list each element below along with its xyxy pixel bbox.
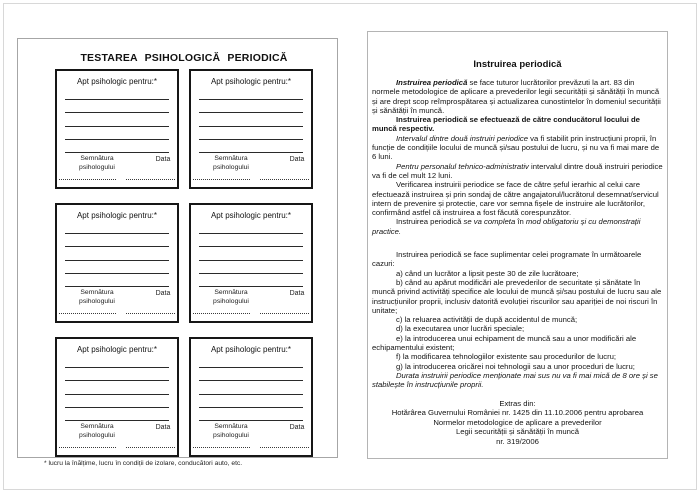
write-line [199, 274, 303, 287]
signature-label-line1: Semnătura [214, 155, 248, 162]
paragraph [372, 134, 664, 162]
signature-label [73, 154, 121, 172]
write-lines [65, 221, 169, 287]
apt-card [55, 69, 179, 189]
write-line [199, 247, 303, 260]
date-label: Data [289, 290, 305, 297]
date-dotted-line [260, 179, 309, 180]
signature-dotted-line [59, 313, 116, 314]
write-line [65, 368, 169, 381]
signature-label-line2: psihologului [213, 432, 249, 439]
signature-label-line2: psihologului [213, 298, 249, 305]
paragraph [372, 362, 664, 371]
signature-label-line1: Semnătura [80, 155, 114, 162]
signature-label-line2: psihologului [79, 298, 115, 305]
signature-label [207, 288, 255, 306]
write-line [65, 395, 169, 408]
signature-label-line2: psihologului [79, 432, 115, 439]
signature-label [207, 422, 255, 440]
date-dotted-line [126, 313, 175, 314]
write-line [65, 274, 169, 287]
write-line [65, 355, 169, 368]
write-line [65, 100, 169, 113]
text-segment: d) la executarea unor lucrări speciale; [396, 324, 525, 334]
date-dotted-line [126, 179, 175, 180]
signature-dotted-line [193, 179, 250, 180]
write-line [199, 261, 303, 274]
signature-label-line1: Semnătura [214, 289, 248, 296]
paragraph [372, 250, 664, 269]
card-label: Apt psihologic pentru:* [210, 345, 292, 354]
paragraph [372, 78, 664, 115]
paragraph [372, 269, 664, 278]
paragraph [372, 115, 664, 134]
apt-card [189, 69, 313, 189]
write-line [65, 234, 169, 247]
text-segment: Instruirea periodică se face suplimentar celei programate în următoarele cazuri: [372, 250, 642, 269]
write-lines [199, 87, 303, 153]
signature-label [73, 422, 121, 440]
write-line [65, 381, 169, 394]
write-lines [199, 221, 303, 287]
text-segment: e) la introducerea unui echipament de muncă sau a unor modificări ale echipamentului existent; [372, 333, 637, 353]
text-segment: în [515, 217, 526, 227]
text-segment: a) când un lucrător a lipsit peste 30 de zile lucrătoare; [396, 268, 579, 278]
signature-label-line2: psihologului [213, 164, 249, 171]
paragraph [372, 334, 664, 353]
apt-card [189, 337, 313, 457]
write-line [199, 127, 303, 140]
write-line [65, 247, 169, 260]
write-line [65, 127, 169, 140]
paragraph [372, 315, 664, 324]
text-segment: Verificarea instruirii periodice se face de către șeful ierarhic al celui care efectuează instruirea și prin sondaj de către angajatorul/lucrătorul desemnat/servicul intern de prevenire și protectie, care vor semna fișele de instruire ale lucrătorilor, confirmând astfel că instruirea a fost făcută corespunzător. [372, 180, 659, 218]
write-line [199, 113, 303, 126]
psychological-testing-sheet [17, 38, 338, 458]
write-line [199, 221, 303, 234]
text-segment: f) la modificarea tehnologiilor existente sau procedurilor de lucru; [396, 352, 617, 362]
write-line [199, 395, 303, 408]
write-line [199, 355, 303, 368]
card-label: Apt psihologic pentru:* [210, 211, 292, 220]
signature-label-line1: Semnătura [80, 289, 114, 296]
paragraph [372, 180, 664, 217]
signature-label-line2: psihologului [79, 164, 115, 171]
signature-dotted-line [59, 179, 116, 180]
signature-label [207, 154, 255, 172]
left-panel-title: TESTAREA PSIHOLOGICĂ PERIODICĂ [80, 52, 288, 64]
date-label: Data [155, 156, 171, 163]
signature-label-line1: Semnătura [214, 423, 248, 430]
write-line [199, 234, 303, 247]
text-segment: Durata instruirii periodice menționate mai sus nu va fi mai mică de 8 ore și se stabilește în instrucțiunile proprii. [372, 370, 658, 390]
text-segment: b) când au apărut modificări ale prevederilor de securitate și sănătate în muncă privind activități specifice ale locului de muncă și/sau postului de lucru sau ale instrucțiunilor proprii, inclusiv datorită evoluției riscurilor sau apariției de noi riscuri în unitate; [372, 277, 662, 315]
paragraph [372, 324, 664, 333]
write-line [199, 100, 303, 113]
paragraph [372, 278, 664, 315]
signature-dotted-line [59, 447, 116, 448]
right-panel-title: Instruirea periodică [473, 59, 562, 70]
extras-line: Hotărârea Guvernului României nr. 1425 din 11.10.2006 pentru aprobarea [391, 408, 644, 417]
text-segment: intervalul dintre două instruiri periodice va fi de cel mult 12 luni. [372, 161, 663, 180]
date-dotted-line [260, 447, 309, 448]
paragraph [372, 371, 664, 390]
text-segment: Intervalul dintre două instruiri periodice [396, 133, 529, 143]
write-lines [65, 87, 169, 153]
date-dotted-line [260, 313, 309, 314]
extras-line: nr. 319/2006 [496, 436, 539, 446]
text-segment: Instruirea periodică [396, 217, 464, 227]
signature-label-line1: Semnătura [80, 423, 114, 430]
write-line [199, 381, 303, 394]
periodic-training-page [367, 31, 668, 459]
write-line [65, 221, 169, 234]
date-label: Data [155, 290, 171, 297]
extras-line: Legii securității și sănătății în muncă [455, 427, 580, 436]
date-label: Data [155, 424, 171, 431]
date-label: Data [289, 424, 305, 431]
extras-line: Extras din: [499, 398, 536, 408]
card-label: Apt psihologic pentru:* [76, 211, 158, 220]
extras-line: Normelor metodologice de aplicare a prevederilor [433, 417, 602, 427]
text-segment: se face tuturor lucrătorilor prevăzuti la art. 83 din normele metodologice de aplicare a prevederilor legii securității și sănătății în muncă și are drept scop reîmprospătarea și actualizarea cunostintelor în domeniul securității și sănătății în muncă. [372, 78, 661, 115]
text-segment: g) la introducerea oricărei noi tehnologii sau a unor proceduri de lucru; [396, 361, 635, 371]
signature-dotted-line [193, 313, 250, 314]
text-segment: c) la reluarea activității de după accidentul de muncă; [396, 315, 578, 325]
card-label: Apt psihologic pentru:* [76, 345, 158, 354]
write-lines [199, 355, 303, 421]
date-dotted-line [126, 447, 175, 448]
body-text [372, 78, 664, 390]
write-line [65, 261, 169, 274]
write-line [199, 87, 303, 100]
footnote: * lucru la înălțime, lucru în condiții de izolare, conducători auto, etc. [44, 460, 243, 467]
text-segment: va fi stabilit prin instrucțiuni proprii, în funcție de condițiile locului de muncă și/sau postului de lucru, și nu va fi mai mare de 6 luni. [372, 133, 660, 162]
text-segment: mod obligatoriu și cu demonstrații practice. [372, 217, 641, 236]
apt-card [189, 203, 313, 323]
paragraph [372, 352, 664, 361]
apt-card [55, 203, 179, 323]
date-label: Data [289, 156, 305, 163]
write-line [199, 140, 303, 153]
paragraph [372, 162, 664, 181]
write-lines [65, 355, 169, 421]
signature-dotted-line [193, 447, 250, 448]
write-line [199, 368, 303, 381]
apt-card [55, 337, 179, 457]
card-label: Apt psihologic pentru:* [210, 77, 292, 86]
write-line [65, 408, 169, 421]
paragraph [372, 217, 664, 236]
signature-label [73, 288, 121, 306]
text-segment: se va completa [463, 217, 516, 227]
write-line [199, 408, 303, 421]
cards-grid [55, 69, 313, 457]
write-line [65, 140, 169, 153]
extras-block [368, 399, 667, 447]
text-segment: Instruirea periodică [396, 78, 468, 87]
text-segment: Instruirea periodică se efectuează de către conducătorul locului de muncă respectiv. [372, 115, 640, 134]
card-label: Apt psihologic pentru:* [76, 77, 158, 86]
text-segment: Pentru personalul tehnico-administrativ [396, 161, 529, 171]
write-line [65, 113, 169, 126]
write-line [65, 87, 169, 100]
